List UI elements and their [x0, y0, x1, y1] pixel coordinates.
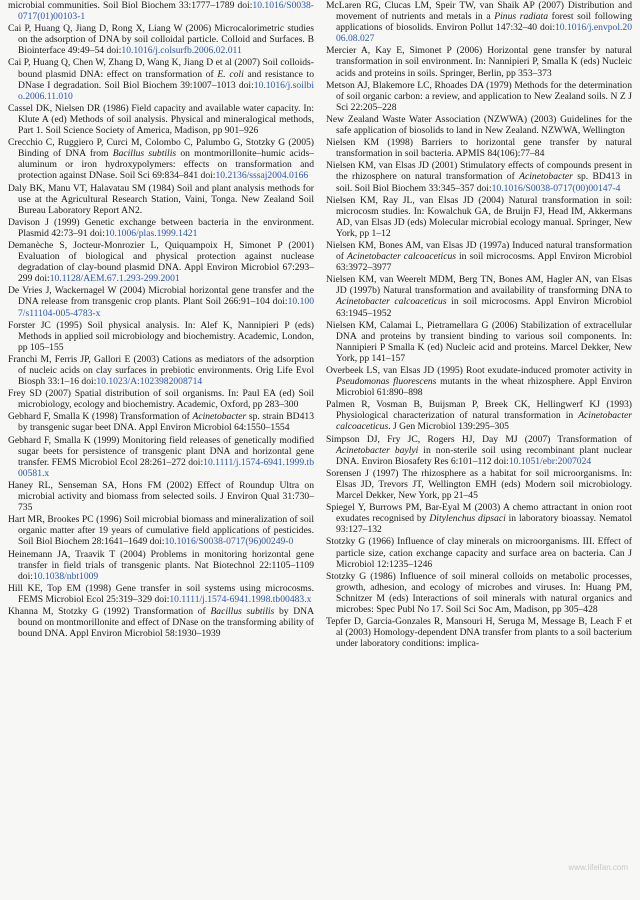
- reference-entry: [8, 435, 314, 479]
- reference-text: Cassel DK, Nielsen DR (1986) Field capacity and available water capacity. In: Klute A (ed) Methods of soil analysis. Physical and mineralogical methods, Part 1. Soil Science Society of America, Madison, pp 901–926: [8, 102, 314, 137]
- reference-entry: [326, 195, 632, 239]
- reference-entry: [326, 137, 632, 159]
- italic-taxon-text: Acinetobacter: [192, 411, 247, 423]
- reference-entry: [8, 480, 314, 513]
- reference-text: Demanèche S, Jocteur-Monrozier L, Quiquampoix H, Simonet P (2001) Evaluation of biological and physical protection against nuclease degradation of clay-bound plasmid DNA. Appl Environ Microbiol 67:293–299 doi:: [8, 239, 314, 285]
- reference-text: Cai P, Huang Q, Jiang D, Rong X, Liang W (2006) Microcalorimetric studies on the adsorption of DNA by soil colloidal particle. Colloid and Surfaces. B Biointerface 49:49–54 doi:: [8, 23, 314, 57]
- reference-entry: [326, 45, 632, 78]
- reference-text: Hill KE, Top EM (1998) Gene transfer in soil systems using microcosms. FEMS Microbiol Ecol 25:319–329 doi:: [8, 582, 314, 605]
- doi-link[interactable]: 10.1023/A:1023982008714: [96, 376, 203, 388]
- reference-entry: [326, 160, 632, 193]
- reference-entry: [326, 616, 632, 649]
- reference-text-continued: by DNA bound on montmorillonite and effect of DNase on the transforming ability of bound DNA. Appl Environ Microbiol 58:1930–1939: [18, 605, 314, 640]
- reference-text: Franchi M, Ferris JP, Gallori E (2003) Cations as mediators of the adsorption of nucleic acids on clay surfaces in prebiotic environments. Orig Life Evol Biosph 33:1–16 doi:: [8, 353, 314, 388]
- italic-taxon-text: E. coli: [217, 68, 244, 80]
- reference-entry: [8, 57, 314, 101]
- reference-text: Stotzky G (1966) Influence of clay minerals on microorganisms. III. Effect of particle size, cation exchange capacity and surface area on bacteria. Can J Microbiol 12:1235–1246: [326, 536, 632, 570]
- reference-text: Nielsen KM, Bones AM, van Elsas JD (1997a) Induced natural transformation of: [326, 239, 632, 263]
- reference-text-continued: in soil microcosms. Appl Environ Microbiol 63:1945–1952: [336, 296, 632, 319]
- reference-entry: [326, 571, 632, 615]
- reference-text: Khanna M, Stotzky G (1992) Transformation of: [8, 605, 211, 617]
- reference-text: Gebhard F, Smalla K (1999) Monitoring field releases of genetically modified sugar beets for persistence of transgenic plant DNA and horizontal gene transfer. FEMS Microbiol Ecol 28:261–272 doi:: [8, 434, 314, 468]
- reference-text: Gebhard F, Smalla K (1998) Transformation of: [8, 411, 193, 423]
- reference-entry: [8, 137, 314, 181]
- reference-entry: [8, 411, 314, 433]
- italic-taxon-text: Ditylenchus dipsaci: [429, 513, 506, 525]
- reference-text-continued: on montmorillonite–humic acids–aluminum or iron hydroxypolymers: effects on transformation and protection against DNase. Soil Sci 69:834–841 doi:: [18, 148, 314, 182]
- italic-taxon-text: Pinus radiata: [494, 11, 549, 23]
- reference-text: Daly BK, Manu VT, Halavatau SM (1984) Soil and plant analysis methods for use at the Agricultural Research Station, Vaini, Tonga. New Zealand Soil Bureau Laboratory Report AN2.: [8, 182, 314, 216]
- italic-taxon-text: Acinetobacter calcoaceticus: [347, 251, 457, 263]
- reference-entry: [326, 468, 632, 501]
- doi-link[interactable]: 10.1016/S0038-0717(01)00103-1: [18, 0, 314, 23]
- reference-text: Hart MR, Brookes PC (1996) Soil microbial biomass and mineralization of soil organic matter after 19 years of cumulative field applications of pesticides. Soil Biol Biochem 28:1641–1649 doi:: [8, 514, 314, 548]
- doi-link[interactable]: 10.1111/j.1574-6941.1999.tb00581.x: [18, 456, 314, 479]
- reference-entry: [326, 536, 632, 569]
- doi-link[interactable]: 10.1006/plas.1999.1421: [104, 227, 198, 239]
- reference-entry: [326, 399, 632, 432]
- reference-text: Stotzky G (1986) Influence of soil mineral colloids on metabolic processes, growth, adhesion, and ecology of microbes and viruses. In: Huang PM, Schnitzer M (eds) Interactions of soil minerals with natural organics and microbes: Spec Publ No 17. Soil Sci Soc Am, Madison, pp 305–428: [326, 570, 632, 615]
- reference-text-continued: forest soil following applications of biosolids. Environ Pollut 147:32–40 doi:: [336, 11, 632, 34]
- doi-link[interactable]: 10.1016/j.soilbio.2006.11.010: [18, 79, 314, 102]
- reference-entry: [326, 114, 632, 136]
- reference-entry: [8, 103, 314, 136]
- doi-link[interactable]: 10.1016/S0038-0717(96)00249-0: [164, 536, 294, 548]
- reference-text: Palmen R, Vosman B, Buijsman P, Breek CK, Hellingwerf KJ (1993) Physiological characterization of natural transformation in: [326, 399, 632, 422]
- reference-text-continued: in non-sterile soil using recombinant plant nuclear DNA. Environ Biosafety Res 6:101–112 doi:: [336, 444, 632, 467]
- reference-text: Heinemann JA, Traavik T (2004) Problems in monitoring horizontal gene transfer in field trials of transgenic plants. Nat Biotechnol 22:1105–1109 doi:: [8, 548, 314, 582]
- reference-text: Forster JC (1995) Soil physical analysis. In: Alef K, Nannipieri P (eds) Methods in applied soil microbiology and biochemistry. Academic, London, pp 105–155: [8, 319, 314, 353]
- reference-entry: [8, 354, 314, 387]
- reference-entry: [326, 365, 632, 398]
- reference-text: De Vries J, Wackernagel W (2004) Microbial horizontal gene transfer and the DNA release from transgenic crop plants. Plant Soil 266:91–104 doi:: [8, 285, 314, 308]
- watermark: www.lifeifan.com: [568, 863, 628, 872]
- reference-entry: [8, 514, 314, 547]
- reference-text: Nielsen KM, Calamai L, Pietramellara G (2006) Stabilization of extracellular DNA and proteins by transient binding to various soil components. In: Nannipieri P Smalla K (ed) Nucleic acid and proteins. Marcel Dekker, New York, pp 141–157: [326, 319, 632, 364]
- reference-text-continued: in soil microcosms. Appl Environ Microbiol 63:3972–3977: [336, 251, 633, 274]
- reference-text: Overbeek LS, van Elsas JD (1995) Root exudate-induced promoter activity in: [326, 365, 632, 376]
- reference-text: Nielsen KM, Ray JL, van Elsas JD (2004) Natural transformation in soil: microcosm studies. In: Kowalchuk GA, de Bruijn FJ, Head IM, Akkermans AD, van Elsas JD (eds) Molecular microbial ecology manual. Springer, New York, pp 1–12: [326, 194, 632, 239]
- reference-text: Spiegel Y, Burrows PM, Bar-Eyal M (2003) A chemo attractant in onion root exudates recognised by: [326, 502, 632, 525]
- italic-taxon-text: Acinetobacter calcoaceticus: [336, 296, 447, 308]
- reference-text: Simpson DJ, Fry JC, Rogers HJ, Day MJ (2007) Transformation of: [326, 433, 632, 445]
- doi-link[interactable]: 10.1128/AEM.67.1.293-299.2001: [49, 273, 180, 285]
- left-column: [8, 0, 314, 900]
- doi-link[interactable]: 10.1111/j.1574-6941.1998.tb00483.x: [169, 593, 312, 605]
- italic-taxon-text: Acinetobacter baylyi: [336, 444, 419, 456]
- reference-entry: [8, 320, 314, 353]
- reference-entry: [326, 274, 632, 318]
- reference-text: Sorensen J (1997) The rhizosphere as a habitat for soil microorganisms. In: Elsas JD, Trevors JT, Wellington EMH (eds) Modern soil microbiology. Marcel Dekker, New York, pp 21–45: [326, 467, 632, 502]
- reference-entry: [8, 606, 314, 639]
- reference-text: Metson AJ, Blakemore LC, Rhoades DA (1979) Methods for the determination of soil organic carbon: a review, and application to New Zealand soils. N Z J Sci 22:205–228: [326, 79, 632, 113]
- reference-entry: [326, 434, 632, 467]
- reference-entry: [8, 583, 314, 605]
- doi-link[interactable]: 10.1038/nbt1009: [32, 570, 99, 582]
- reference-entry: [8, 0, 314, 22]
- italic-taxon-text: Bacillus subtilis: [210, 605, 275, 617]
- reference-text: Frey SD (2007) Spatial distribution of soil organisms. In: Paul EA (ed) Soil microbiology, ecology and biochemistry. Academic, Oxford, pp 283–300: [8, 388, 314, 411]
- doi-link[interactable]: 10.1016/j.envpol.2006.08.027: [336, 22, 632, 45]
- reference-text: New Zealand Waste Water Association (NZWWA) (2003) Guidelines for the safe application of biosolids to land in New Zealand. NZWWA, Wellington: [326, 113, 632, 137]
- reference-text-continued: and resistance to DNase I degradation. Soil Biol Biochem 39:1007–1013 doi:: [18, 68, 314, 91]
- reference-text: Cai P, Huang Q, Chen W, Zhang D, Wang K, Jiang D et al (2007) Soil colloids-bound plasmid DNA: effect on transformation of: [8, 57, 314, 80]
- italic-taxon-text: Bacillus subtilis: [112, 148, 177, 160]
- reference-entry: [326, 320, 632, 364]
- reference-entry: [8, 217, 314, 239]
- reference-entry: [8, 285, 314, 318]
- reference-text: Crecchio C, Ruggiero P, Curci M, Colombo C, Palumbo G, Stotzky G (2005) Binding of DNA from: [8, 137, 314, 160]
- reference-text: Tepfer D, Garcia-Gonzales R, Mansouri H, Seruga M, Message B, Leach F et al (2003) Homology-dependent DNA transfer from plants to a soil bacterium under laboratory conditions: implica-: [326, 616, 632, 650]
- reference-text: Nielsen KM (1998) Barriers to horizontal gene transfer by natural transformation in soil bacteria. APMIS 84(106):77–84: [326, 137, 632, 160]
- reference-text-continued: . J Gen Microbiol 139:295–305: [388, 421, 509, 433]
- reference-entry: [326, 502, 632, 535]
- reference-text-continued: sp. strain BD413 by transgenic sugar beet DNA. Appl Environ Microbiol 64:1550–1554: [18, 411, 315, 434]
- reference-entry: [8, 23, 314, 56]
- reference-text: Mercier A, Kay E, Simonet P (2006) Horizontal gene transfer by natural transformation in soil environment. In: Nannipieri P, Smalla K (eds) Nucleic acids and proteins in soils. Springer, Berlin, pp 353–373: [326, 45, 632, 79]
- reference-entry: [326, 240, 632, 273]
- reference-text: Davison J (1999) Genetic exchange between bacteria in the environment. Plasmid 42:73–91 doi:: [8, 216, 314, 239]
- reference-text-continued: mutants in the wheat rhizosphere. Appl Environ Microbiol 61:890–898: [336, 376, 632, 399]
- right-column: [326, 0, 632, 900]
- doi-link[interactable]: 10.1016/S0038-0717(00)00147-4: [491, 182, 621, 194]
- reference-entry: [8, 183, 314, 216]
- italic-taxon-text: Pseudomonas fluorescens: [336, 376, 437, 388]
- reference-entry: [8, 549, 314, 582]
- doi-link[interactable]: 10.1016/j.colsurfb.2006.02.011: [121, 45, 242, 57]
- reference-text: microbial communities. Soil Biol Biochem 33:1777–1789 doi:: [8, 0, 253, 11]
- reference-text: McLaren RG, Clucas LM, Speir TW, van Shaik AP (2007) Distribution and movement of nutrients and metals in a: [326, 0, 632, 23]
- doi-link[interactable]: 10.2136/sssaj2004.0166: [215, 170, 309, 182]
- italic-taxon-text: Acinetobacter: [519, 171, 573, 183]
- reference-text-continued: in laboratory bioassay. Nematol 93:127–132: [336, 513, 632, 536]
- italic-taxon-text: Acinetobacter calcoaceticus: [336, 410, 632, 433]
- reference-text-continued: sp. BD413 in soil. Soil Biol Biochem 33:345–357 doi:: [336, 171, 632, 194]
- reference-text: Nielsen KM, van Weerelt MDM, Berg TN, Bones AM, Hagler AN, van Elsas JD (1997b) Natural transformation and availability of transforming DNA to: [326, 274, 632, 297]
- reference-entry: [326, 0, 632, 44]
- reference-entry: [8, 240, 314, 284]
- doi-link[interactable]: 10.1007/s11104-005-4783-x: [18, 296, 314, 319]
- doi-link[interactable]: 10.1051/ebr:2007024: [508, 455, 592, 467]
- reference-entry: [8, 388, 314, 410]
- reference-entry: [326, 80, 632, 113]
- reference-text: Haney RL, Senseman SA, Hons FM (2002) Effect of Roundup Ultra on microbial activity and biomass from selected soils. J Environ Qual 31:730–735: [8, 479, 314, 514]
- reference-text: Nielsen KM, van Elsas JD (2001) Stimulatory effects of compounds present in the rhizosphere on natural transformation of: [326, 160, 632, 183]
